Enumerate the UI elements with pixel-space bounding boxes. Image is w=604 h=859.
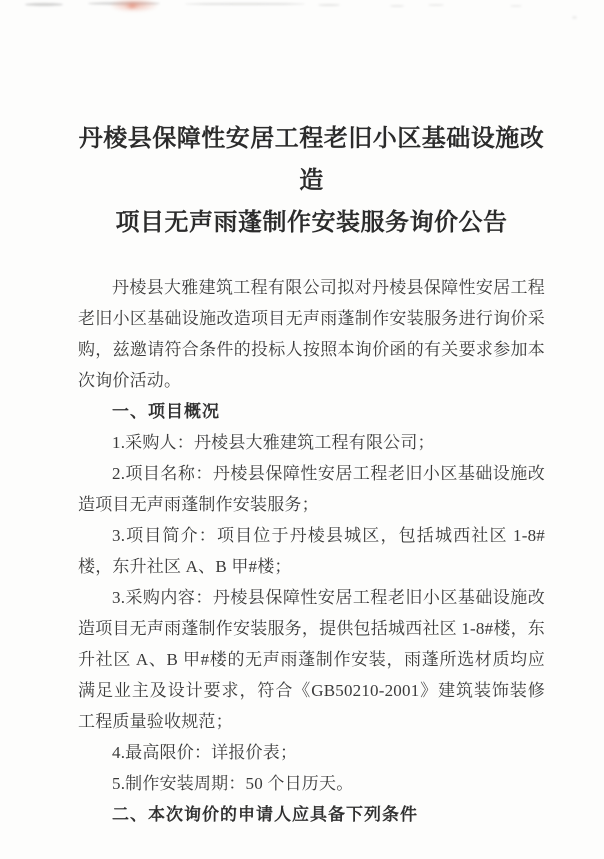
section-1-heading: 一、项目概况: [112, 402, 220, 421]
item-project-brief: 3.项目简介：项目位于丹棱县城区，包括城西社区 1-8#楼，东升社区 A、B 甲#楼；: [78, 526, 545, 576]
item-project-name: 2.项目名称：丹棱县保障性安居工程老旧小区基础设施改造项目无声雨蓬制作安装服务；: [78, 464, 545, 514]
item-installation-period: 5.制作安装周期：50 个日历天。: [112, 774, 354, 793]
item-procurement-content: 3.采购内容：丹棱县保障性安居工程老旧小区基础设施改造项目无声雨蓬制作安装服务，提供包括城西社区 1-8#楼，东升社区 A、B 甲#楼的无声雨蓬制作安装，雨蓬所选材质均应满足业主及设计要求，符合《GB50210-2001》建筑装饰装修工程质量验收规范；: [78, 588, 545, 731]
item-max-price: 4.最高限价：详报价表；: [112, 743, 298, 762]
section-2-heading: 二、本次询价的申请人应具备下列条件: [112, 805, 418, 824]
document-content: [78, 0, 545, 830]
intro-paragraph: 丹棱县大雅建筑工程有限公司拟对丹棱县保障性安居工程老旧小区基础设施改造项目无声雨蓬制作安装服务进行询价采购，兹邀请符合条件的投标人按照本询价函的有关要求参加本次询价活动。: [78, 278, 545, 390]
item-purchaser: 1.采购人：丹棱县大雅建筑工程有限公司；: [112, 433, 435, 452]
document-title-line-1: 丹棱县保障性安居工程老旧小区基础设施改造: [78, 126, 545, 194]
scan-smudge-gray-1: [25, 3, 63, 6]
document-title: [78, 0, 545, 244]
document-title-line-2: 项目无声雨蓬制作安装服务询价公告: [115, 210, 508, 236]
document-body: [78, 272, 545, 830]
scan-smudge-gray-8: [572, 16, 577, 19]
